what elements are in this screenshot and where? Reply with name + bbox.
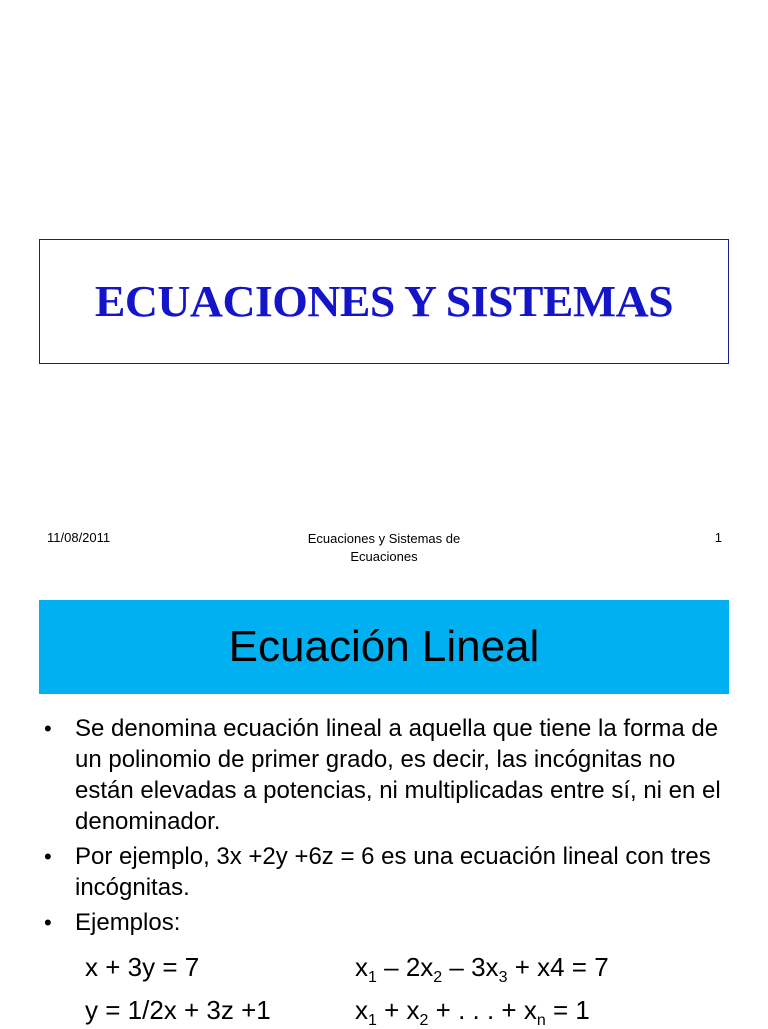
slide-title: ECUACIONES Y SISTEMAS (94, 277, 674, 326)
example-equation-left-2: y = 1/2x + 3z +1 (85, 995, 271, 1025)
example-equation-right-1: $x_1 - 2x_2 - 3x_3 + x4 = 7$ (355, 952, 609, 986)
example-equation-right-2: $x_1 + x_2$ + . . . + $x_n = 1$ (355, 995, 590, 1029)
example-equation-left-1: x + 3y = 7 (85, 952, 200, 982)
bullet-icon: • (44, 844, 52, 869)
bullet-text: Por ejemplo, 3x +2y +6z = 6 es una ecuación lineal con tres incógnitas. (75, 843, 711, 901)
bullet-list (44, 713, 734, 942)
bullet-text: Se denomina ecuación lineal a aquella que tiene la forma de un polinomio de primer grado, es decir, las incógnitas no están elevadas a potencias, ni multiplicadas entre sí, ni en el denominador. (75, 715, 721, 835)
bullet-item (44, 907, 734, 938)
bullet-item (44, 841, 734, 903)
footer-title-line-1: Ecuaciones y Sistemas de (307, 531, 461, 546)
bullet-item (44, 713, 734, 837)
bullet-text: Ejemplos: (75, 909, 181, 936)
footer-page-number: 1 (714, 530, 722, 545)
section-banner (39, 600, 729, 694)
bullet-icon: • (44, 716, 52, 741)
bullet-icon: • (44, 910, 52, 935)
footer-title-line-2: Ecuaciones (350, 549, 418, 564)
footer-title (284, 530, 484, 566)
slide-title-box (39, 239, 729, 364)
footer-date: 11/08/2011 (47, 530, 111, 545)
section-title: Ecuación Lineal (228, 622, 540, 671)
